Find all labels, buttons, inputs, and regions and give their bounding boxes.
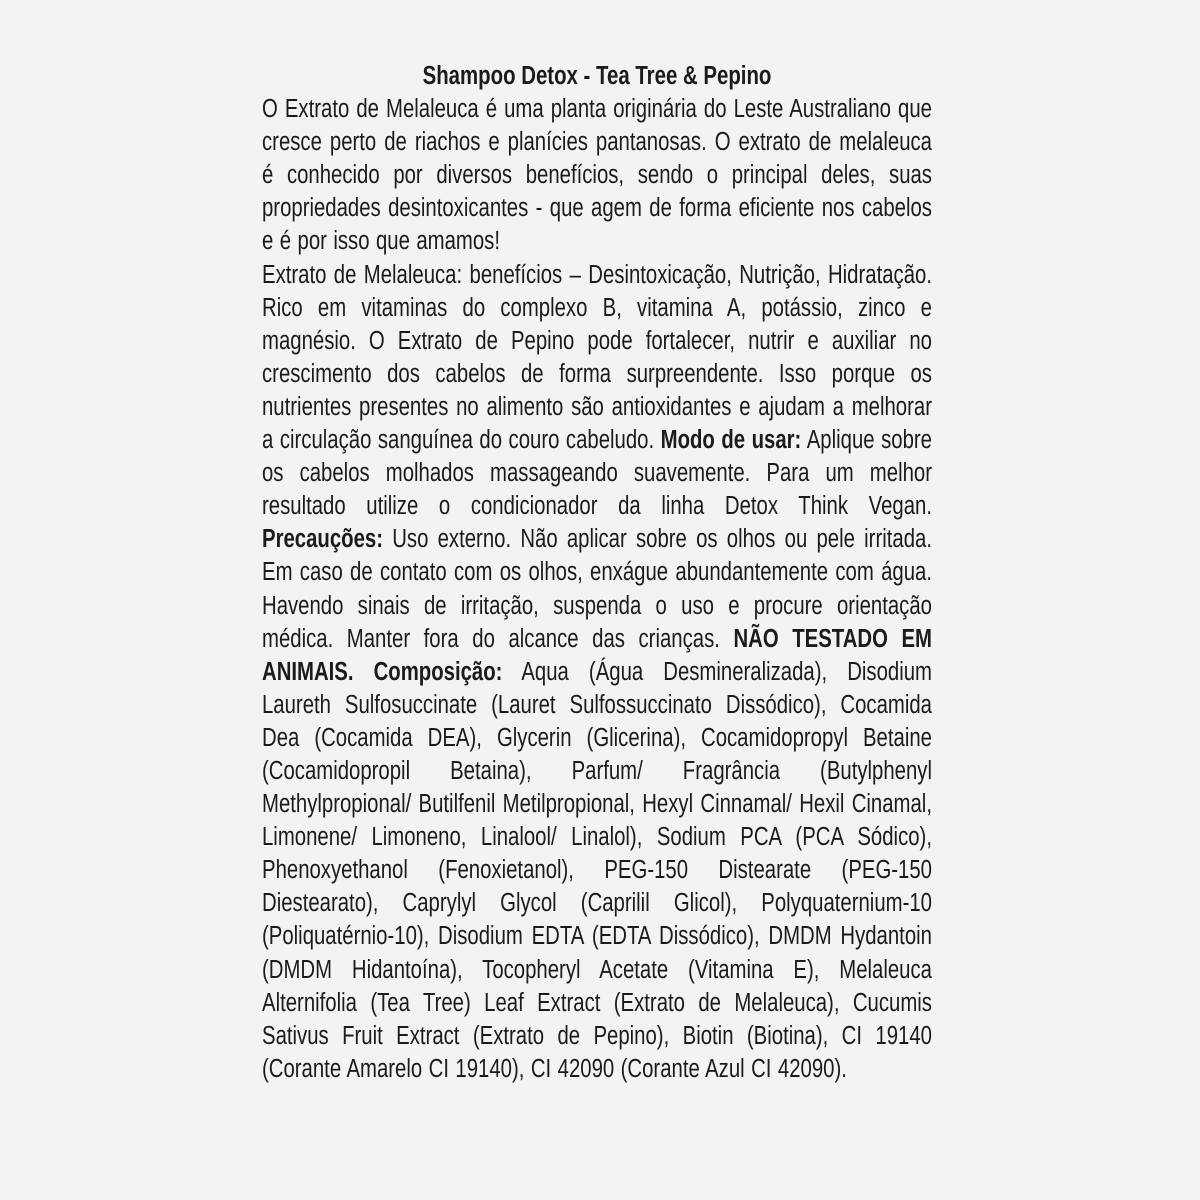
composition-text: Aqua (Água Desmineralizada), Disodium Laureth Sulfosuccinate (Lauret Sulfossuccinato Dissódico), Cocamida Dea (Cocamida DEA), Glycerin (Glicerina), Cocamidopropyl Betaine (Cocamidopropil Betaina), Parfum/ Fragrância (Butylphenyl Methylpropional/ Butilfenil Metilpropional, Hexyl Cinnamal/ Hexil Cinamal, Limonene/ Limoneno, Linalool/ Linalol), Sodium PCA (PCA Sódico), Phenoxyethanol (Fenoxietanol), PEG-150 Distearate (PEG-150 Diestearato), Caprylyl Glycol (Caprilil Glicol), Polyquaternium-10 (Poliquatérnio-10), Disodium EDTA (EDTA Dissódico), DMDM Hydantoin (DMDM Hidantoína), Tocopheryl Acetate (Vitamina E), Melaleuca Alternifolia (Tea Tree) Leaf Extract (Extrato de Melaleuca), Cucumis Sativus Fruit Extract (Extrato de Pepino), Biotin (Biotina), CI 19140 (Corante Amarelo CI 19140), CI 42090 (Corante Azul CI 42090). bbox=[262, 657, 932, 1083]
details-paragraph bbox=[262, 259, 932, 1086]
product-label bbox=[262, 60, 932, 1086]
precautions-text: Uso externo. Não aplicar sobre os olhos ou pele irritada. Em caso de contato com os olhos, enxágue abundantemente com água. Havendo sinais de irritação, suspenda o uso e procure orientação médica. Manter fora do alcance das crianças. bbox=[262, 525, 932, 653]
usage-heading: Modo de usar: bbox=[660, 426, 802, 455]
label-body bbox=[262, 93, 932, 1086]
not-tested-notice: NÃO TESTADO EM ANIMAIS. bbox=[262, 624, 932, 686]
intro-paragraph: O Extrato de Melaleuca é uma planta originária do Leste Australiano que cresce perto de riachos e planícies pantanosas. O extrato de melaleuca é conhecido por diversos benefícios, sendo o principal deles, suas propriedades desintoxicantes - que agem de forma eficiente nos cabelos e é por isso que amamos! bbox=[262, 95, 932, 256]
product-title: Shampoo Detox - Tea Tree & Pepino bbox=[422, 62, 772, 90]
benefits-text: Extrato de Melaleuca: benefícios – Desintoxicação, Nutrição, Hidratação. Rico em vitaminas do complexo B, vitamina A, potássio, zinco e magnésio. O Extrato de Pepino pode fortalecer, nutrir e auxiliar no crescimento dos cabelos de forma surpreendente. Isso porque os nutrientes presentes no alimento são antioxidantes e ajudam a melhorar a circulação sanguínea do couro cabeludo. bbox=[262, 260, 932, 455]
usage-text: Aplique sobre os cabelos molhados massageando suavemente. Para um melhor resultado utilize o condicionador da linha Detox Think Vegan. bbox=[262, 426, 932, 521]
precautions-heading: Precauções: bbox=[262, 525, 383, 554]
composition-heading: Composição: bbox=[373, 657, 503, 686]
